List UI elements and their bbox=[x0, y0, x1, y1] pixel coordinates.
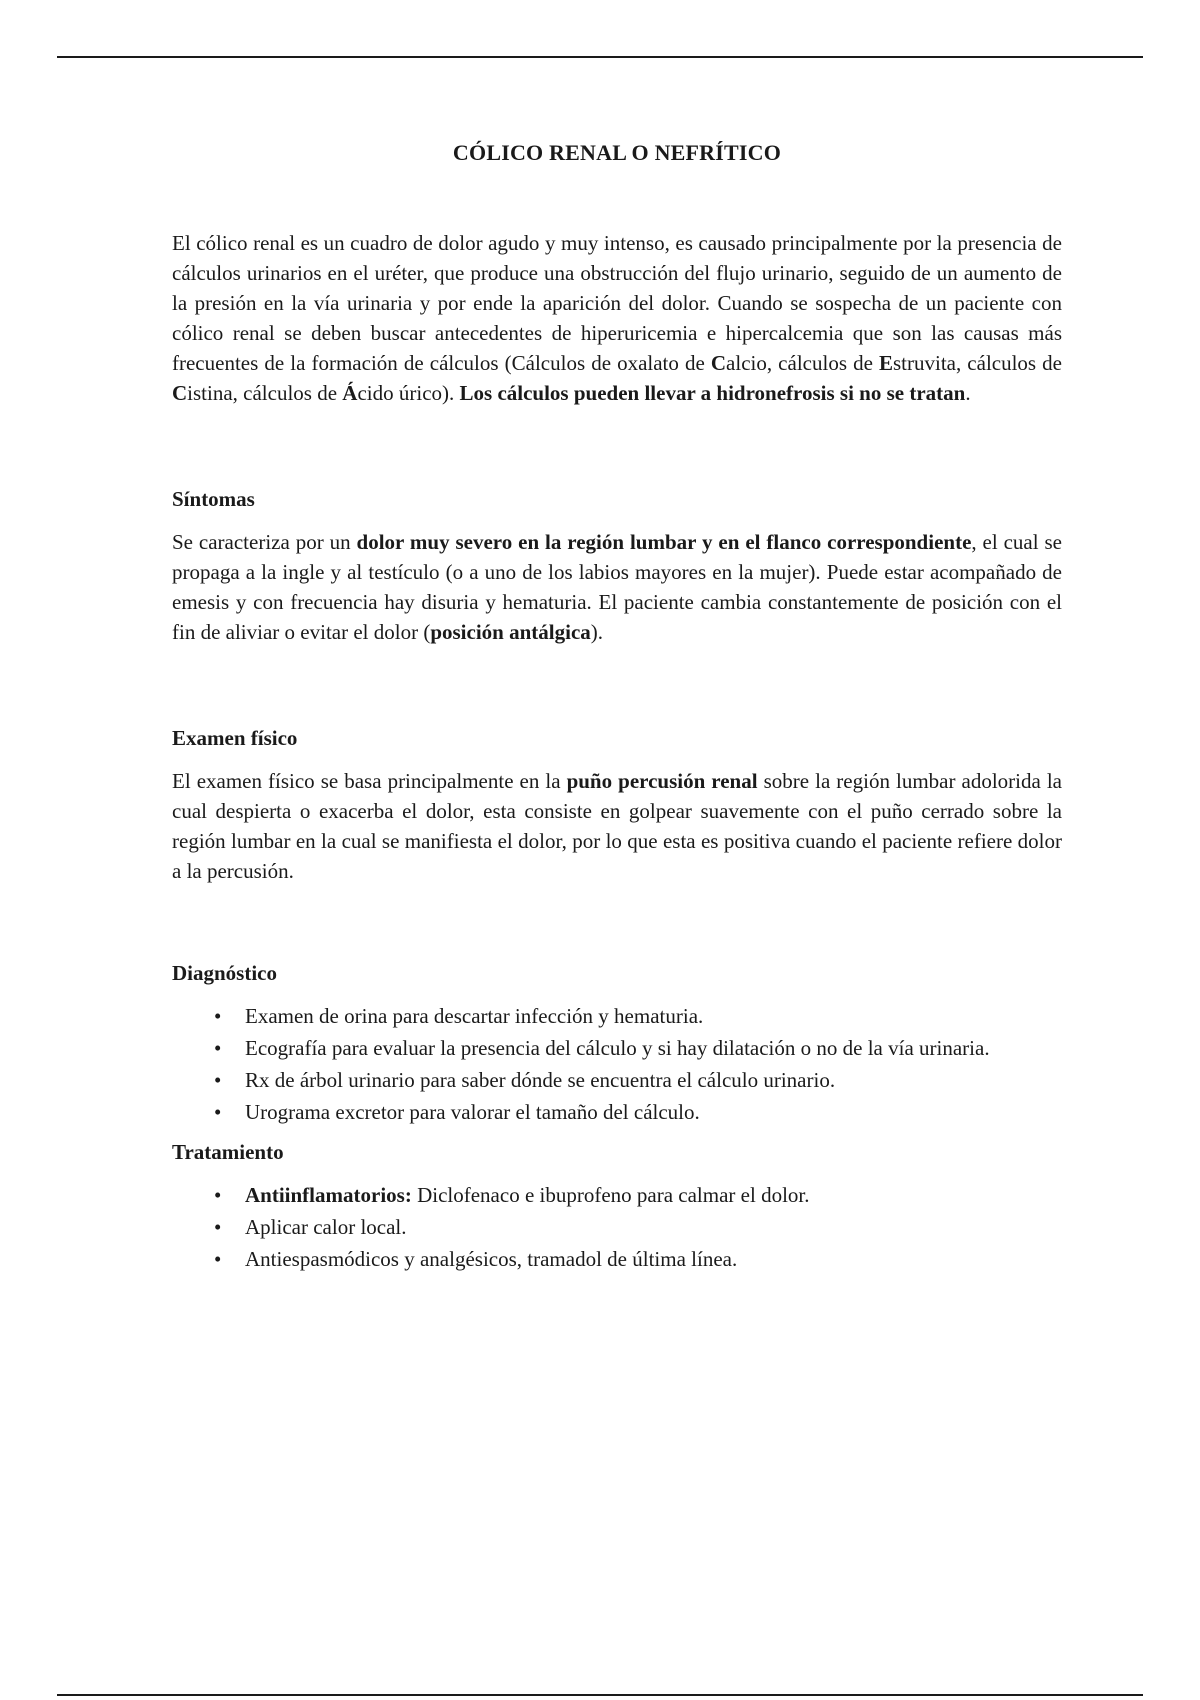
list-item bbox=[172, 1244, 1062, 1274]
list-item bbox=[172, 1033, 1062, 1063]
list-item-text: Rx de árbol urinario para saber dónde se encuentra el cálculo urinario. bbox=[245, 1068, 836, 1092]
section-sintomas bbox=[172, 484, 1062, 647]
examen-paragraph bbox=[172, 766, 1062, 886]
list-item-text: Examen de orina para descartar infección y hematuria. bbox=[245, 1004, 704, 1028]
sintomas-seg-2: , el cual se propaga a la ingle y al testículo (o a uno de los labios mayores en la mujer). Puede estar acompañado de emesis y con frecuencia hay disuria y hematuria. El paciente cambia constantemente de posición con el fin de aliviar o evitar el dolor ( bbox=[172, 530, 1062, 644]
list-item bbox=[172, 1097, 1062, 1127]
tratamiento-list bbox=[172, 1180, 1062, 1274]
section-heading-sintomas: Síntomas bbox=[172, 487, 255, 511]
list-item bbox=[172, 1212, 1062, 1242]
section-diagnostico bbox=[172, 958, 1062, 1127]
bullet-icon: • bbox=[214, 1183, 222, 1207]
bullet-icon: • bbox=[214, 1100, 222, 1124]
intro-seg-0: El cólico renal es un cuadro de dolor agudo y muy intenso, es causado principalmente por la presencia de cálculos urinarios en el uréter, que produce una obstrucción del flujo urinario, seguido de un aumento de la presión en la vía urinaria y por ende la aparición del dolor. Cuando se sospecha de un paciente con cólico renal se deben buscar antecedentes de hiperuricemia e hipercalcemia que son las causas más frecuentes de la formación de cálculos (Cálculos de oxalato de bbox=[172, 231, 1062, 375]
list-item-text: Antiespasmódicos y analgésicos, tramadol de última línea. bbox=[245, 1247, 738, 1271]
list-item bbox=[172, 1001, 1062, 1031]
sintomas-seg-4: ). bbox=[590, 620, 604, 644]
document-title: CÓLICO RENAL O NEFRÍTICO bbox=[452, 140, 782, 165]
section-heading-diagnostico: Diagnóstico bbox=[172, 961, 277, 985]
list-item-text: Urograma excretor para valorar el tamaño del cálculo. bbox=[245, 1100, 700, 1124]
sintomas-paragraph bbox=[172, 527, 1062, 647]
intro-seg-7: Á bbox=[342, 381, 358, 405]
list-item bbox=[172, 1065, 1062, 1095]
bullet-icon: • bbox=[214, 1036, 222, 1060]
intro-paragraph bbox=[172, 228, 1062, 408]
intro-seg-6: istina, cálculos de bbox=[187, 381, 343, 405]
document-body bbox=[172, 140, 1062, 1276]
section-examen-fisico bbox=[172, 723, 1062, 886]
list-item bbox=[172, 1180, 1062, 1210]
list-item-text: Aplicar calor local. bbox=[245, 1215, 407, 1239]
intro-seg-2: alcio, cálculos de bbox=[726, 351, 879, 375]
list-item-text: Diclofenaco e ibuprofeno para calmar el dolor. bbox=[411, 1183, 810, 1207]
header-rule bbox=[57, 56, 1143, 58]
intro-seg-10: . bbox=[965, 381, 971, 405]
section-heading-tratamiento: Tratamiento bbox=[172, 1140, 284, 1164]
intro-seg-8: cido úrico). bbox=[357, 381, 460, 405]
sintomas-seg-3: posición antálgica bbox=[430, 620, 591, 644]
sintomas-seg-1: dolor muy severo en la región lumbar y en el flanco correspondiente bbox=[356, 530, 972, 554]
bullet-icon: • bbox=[214, 1068, 222, 1092]
sintomas-seg-0: Se caracteriza por un bbox=[172, 530, 357, 554]
section-tratamiento bbox=[172, 1137, 1062, 1274]
intro-seg-9: Los cálculos pueden llevar a hidronefrosis si no se tratan bbox=[459, 381, 966, 405]
bullet-icon: • bbox=[214, 1004, 222, 1028]
list-item-bold: Antiinflamatorios: bbox=[245, 1183, 412, 1207]
bullet-icon: • bbox=[214, 1215, 222, 1239]
examen-seg-2: sobre la región lumbar adolorida la cual despierta o exacerba el dolor, esta consiste en golpear suavemente con el puño cerrado sobre la región lumbar en la cual se manifiesta el dolor, por lo que esta es positiva cuando el paciente refiere dolor a la percusión. bbox=[172, 769, 1062, 883]
examen-seg-0: El examen físico se basa principalmente en la bbox=[172, 769, 567, 793]
footer-rule bbox=[57, 1694, 1143, 1696]
bullet-icon: • bbox=[214, 1247, 222, 1271]
examen-seg-1: puño percusión renal bbox=[566, 769, 758, 793]
intro-seg-1: C bbox=[710, 351, 727, 375]
list-item-text: Ecografía para evaluar la presencia del cálculo y si hay dilatación o no de la vía urinaria. bbox=[245, 1036, 990, 1060]
section-heading-examen-fisico: Examen físico bbox=[172, 726, 298, 750]
diagnostico-list bbox=[172, 1001, 1062, 1127]
intro-seg-3: E bbox=[878, 351, 893, 375]
intro-seg-4: struvita, cálculos de bbox=[892, 351, 1063, 375]
intro-seg-5: C bbox=[172, 381, 188, 405]
